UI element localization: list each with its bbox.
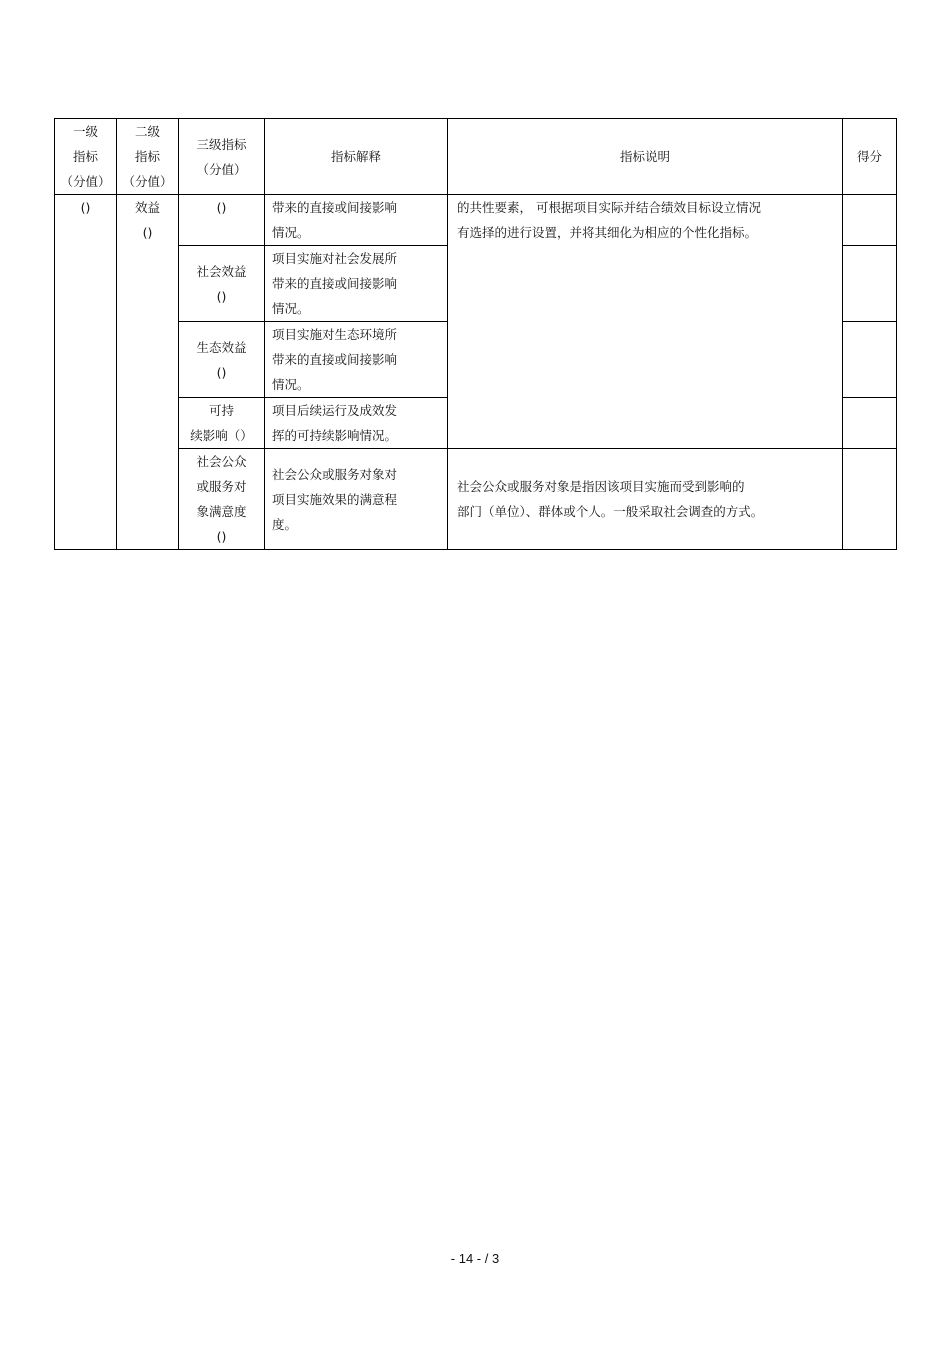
satisfaction-description-cell: 社会公众或服务对象是指因该项目实施而受到影响的 部门（单位）、群体或个人。一般采取社会调查的方式。 xyxy=(448,449,843,550)
table-row xyxy=(55,195,897,246)
explanation-cell: 项目后续运行及成效发 挥的可持续影响情况。 xyxy=(265,398,448,449)
score-cell xyxy=(843,398,897,449)
score-cell xyxy=(843,449,897,550)
header-score: 得分 xyxy=(843,119,897,195)
benefit-description-cell: 的共性要素， 可根据项目实际并结合绩效目标设立情况 有选择的进行设置，并将其细化为相应的个性化指标。 xyxy=(448,195,843,449)
header-indicator-explanation: 指标解释 xyxy=(265,119,448,195)
header-level2-indicator: 二级 指标 （分值） xyxy=(117,119,179,195)
level3-social-benefit-cell: 社会效益 () xyxy=(179,246,265,322)
score-cell xyxy=(843,322,897,398)
explanation-cell: 带来的直接或间接影响 情况。 xyxy=(265,195,448,246)
level3-cell: () xyxy=(179,195,265,246)
explanation-cell: 项目实施对生态环境所 带来的直接或间接影响 情况。 xyxy=(265,322,448,398)
score-cell xyxy=(843,246,897,322)
score-cell xyxy=(843,195,897,246)
level2-benefit-cell: 效益 () xyxy=(117,195,179,550)
table-row xyxy=(55,449,897,550)
header-level1-indicator: 一级 指标 （分值） xyxy=(55,119,117,195)
level3-ecological-benefit-cell: 生态效益 () xyxy=(179,322,265,398)
header-indicator-description: 指标说明 xyxy=(448,119,843,195)
explanation-cell: 社会公众或服务对象对 项目实施效果的满意程 度。 xyxy=(265,449,448,550)
explanation-cell: 项目实施对社会发展所 带来的直接或间接影响 情况。 xyxy=(265,246,448,322)
performance-indicator-table xyxy=(54,118,897,550)
header-row xyxy=(55,119,897,195)
level3-sustainable-impact-cell: 可持 续影响（） xyxy=(179,398,265,449)
level3-satisfaction-cell: 社会公众 或服务对 象满意度 () xyxy=(179,449,265,550)
page-number: - 14 - / 3 xyxy=(450,1251,500,1266)
header-level3-indicator: 三级指标 （分值） xyxy=(179,119,265,195)
level1-value-cell: () xyxy=(55,195,117,550)
